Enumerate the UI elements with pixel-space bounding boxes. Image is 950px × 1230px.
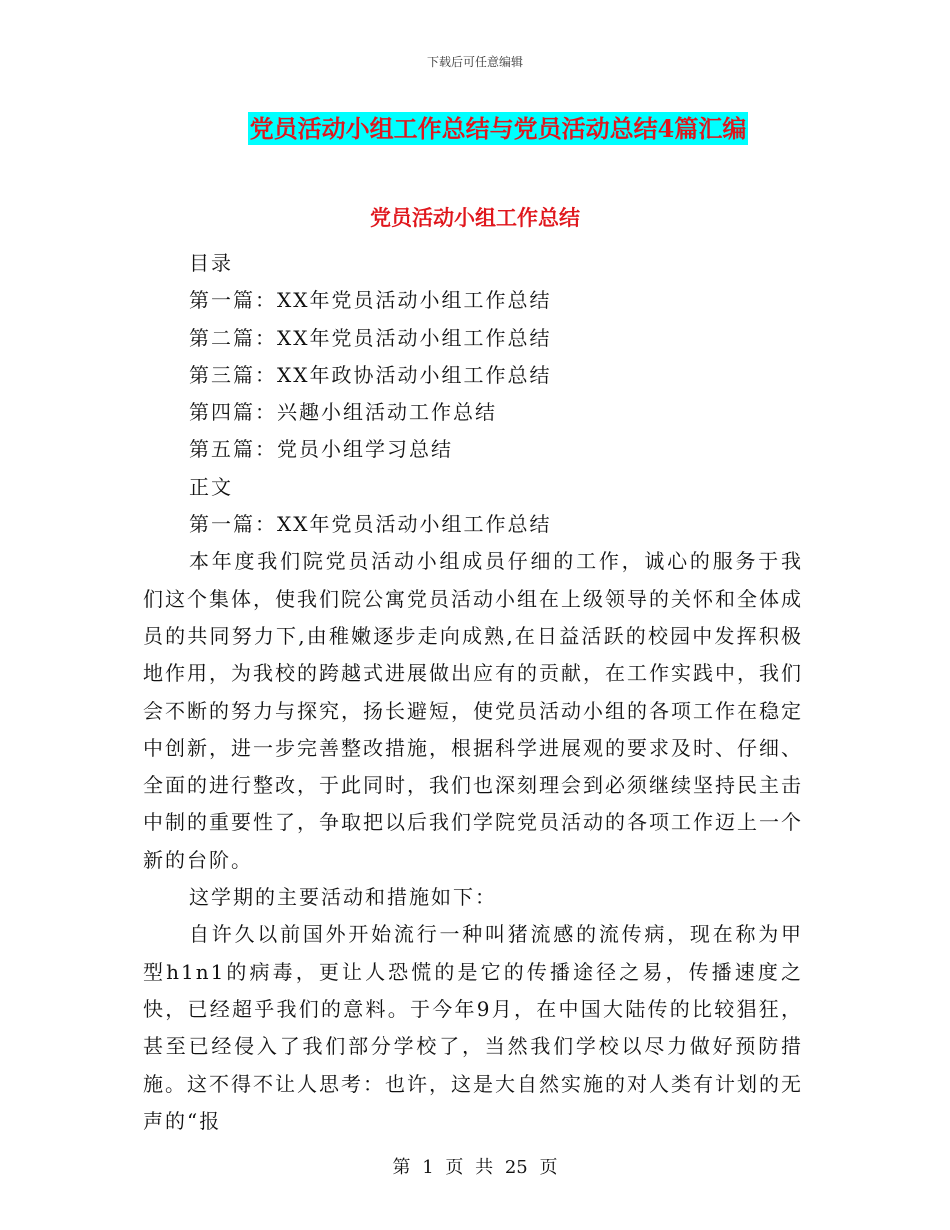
body-heading: 正文 — [189, 474, 233, 499]
toc-item: 第一篇：XX年党员活动小组工作总结 — [189, 288, 552, 313]
toc-item: 第五篇：党员小组学习总结 — [189, 437, 453, 462]
toc-heading: 目录 — [189, 251, 233, 275]
body-paragraph: 本年度我们院党员活动小组成员仔细的工作，诚心的服务于我们这个集体，使我们院公寓党员活动小组在上级领导的关怀和全体成员的共同努力下,由稚嫩逐步走向成熟,在日益活跃的校园中发挥积极地作用，为我校的跨越式进展做出应有的贡献，在工作实践中，我们会不断的努力与探究，扬长避短，使党员活动小组的各项工作在稳定中创新，进一步完善整改措施，根据科学进展观的要求及时、仔细、全面的进行整改，于此同时，我们也深刻理会到必须继续坚持民主击中制的重要性了，争取把以后我们学院党员活动的各项工作迈上一个新的台阶。 — [143, 549, 803, 872]
toc-item: 第三篇：XX年政协活动小组工作总结 — [189, 362, 552, 387]
body-paragraph: 这学期的主要活动和措施如下： — [189, 885, 497, 910]
toc-item: 第二篇：XX年党员活动小组工作总结 — [189, 325, 552, 350]
first-article-title: 第一篇：XX年党员活动小组工作总结 — [189, 512, 552, 537]
body-paragraph: 自许久以前国外开始流行一种叫猪流感的流传病，现在称为甲型h1n1的病毒，更让人恐慌的是它的传播途径之易，传播速度之快，已经超乎我们的意料。于今年9月，在中国大陆传的比较猖狂，甚至已经侵入了我们部分学校了，当然我们学校以尽力做好预防措施。这不得不让人思考：也许，这是大自然实施的对人类有计划的无声的“报 — [143, 922, 803, 1133]
section-title: 党员活动小组工作总结 — [370, 205, 580, 230]
toc-item: 第四篇：兴趣小组活动工作总结 — [189, 400, 497, 425]
header-note: 下载后可任意编辑 — [426, 55, 523, 69]
document-title: 党员活动小组工作总结与党员活动总结4篇汇编 — [249, 114, 747, 143]
document-title-wrap — [0, 112, 950, 145]
page-footer: 第 1 页 共 25 页 — [392, 1157, 558, 1178]
document-body — [143, 245, 803, 1140]
